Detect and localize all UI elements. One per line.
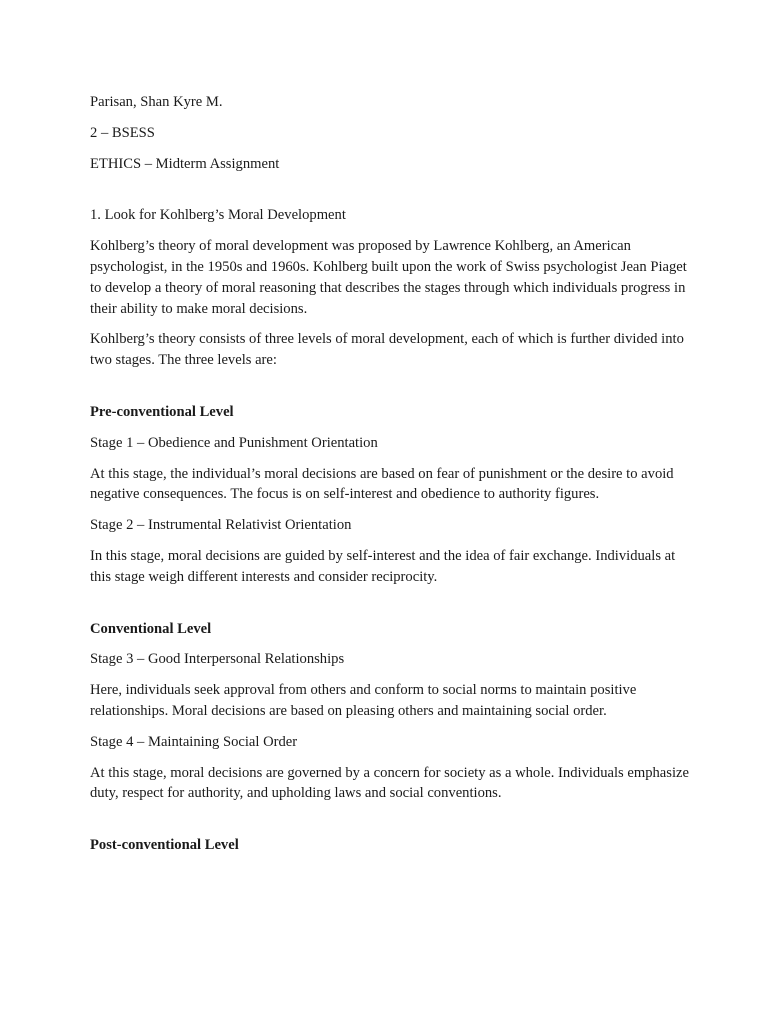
spacer [90,598,690,619]
assignment-title: ETHICS – Midterm Assignment [90,155,280,172]
level-heading-preconventional: Pre-conventional Level [90,403,234,420]
student-name: Parisan, Shan Kyre M. [90,94,223,110]
intro-paragraph: Kohlberg’s theory of moral development was proposed by Lawrence Kohlberg, an American psychologist, in the 1950s and 1960s. Kohlberg built upon the work of Swiss psychologist Jean Piaget to develop a theory of moral reasoning that describes the stages through which individuals progress in their ability to make moral decisions. [90,238,687,317]
spacer [90,184,690,205]
student-section: 2 – BSESS [90,124,155,141]
stage-1-title: Stage 1 – Obedience and Punishment Orientation [90,434,378,451]
level-heading-postconventional: Post-conventional Level [90,837,239,854]
stage-3-text: Here, individuals seek approval from others and conform to social norms to maintain positive relationships. Moral decisions are based on pleasing others and maintaining social order. [90,682,637,719]
stage-2-text: In this stage, moral decisions are guided by self-interest and the idea of fair exchange. Individuals at this stage weigh different interests and consider reciprocity. [90,547,676,585]
stage-4-text: At this stage, moral decisions are governed by a concern for society as a whole. Individuals emphasize duty, respect for authority, and upholding laws and social conventions. [90,764,689,802]
stage-3-title: Stage 3 – Good Interpersonal Relationships [90,651,345,668]
stage-2-title: Stage 2 – Instrumental Relativist Orientation [90,517,352,534]
level-heading-conventional: Conventional Level [90,620,212,637]
levels-intro-paragraph: Kohlberg’s theory consists of three levels of moral development, each of which is further divided into two stages. The three levels are: [90,331,684,369]
question-title: 1. Look for Kohlberg’s Moral Development [90,207,346,224]
spacer [90,381,690,402]
spacer [90,814,690,835]
document-body [90,92,690,866]
stage-1-text: At this stage, the individual’s moral decisions are based on fear of punishment or the desire to avoid negative consequences. The focus is on self-interest and obedience to authority figures. [90,465,674,503]
stage-4-title: Stage 4 – Maintaining Social Order [90,733,298,750]
